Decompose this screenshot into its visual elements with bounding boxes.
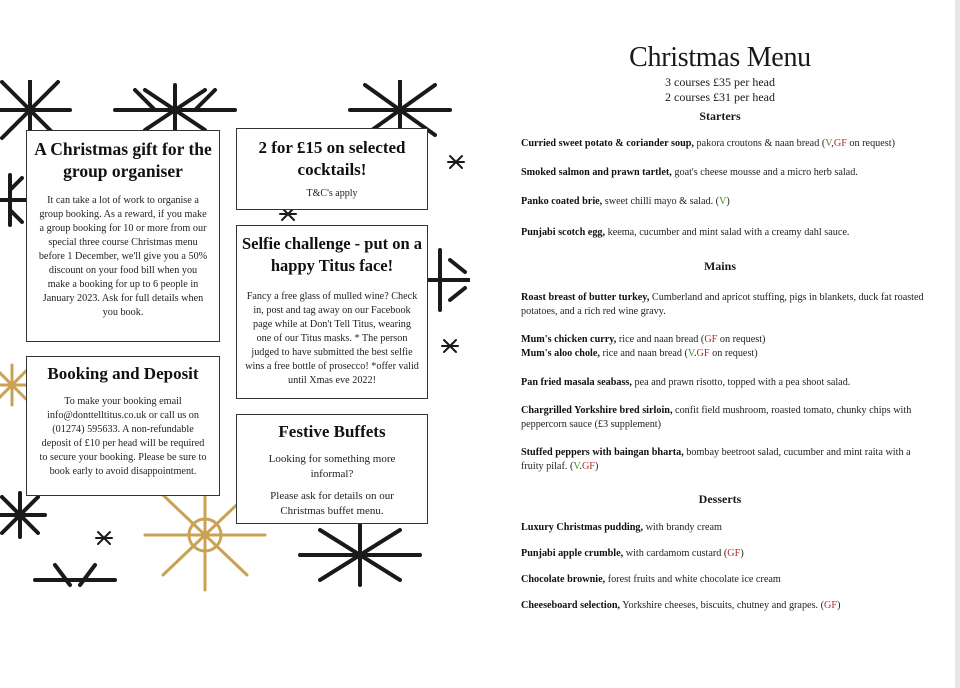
menu-item-description: pakora croutons & naan bread ( [693, 138, 826, 149]
menu-item [521, 137, 931, 151]
menu-item-tail: on request) [709, 348, 758, 359]
price-two-courses: 2 courses £31 per head [665, 90, 775, 104]
menu-item [521, 166, 931, 180]
buffets-title: Festive Buffets [278, 422, 386, 441]
menu-title: Christmas Menu [629, 42, 811, 73]
menu-item-description: confit field mushroom, roasted tomato, chunky chips with peppercorn sauce (£3 supplement) [521, 405, 912, 430]
cocktails-title: 2 for £15 on selected cocktails! [258, 138, 406, 179]
marker-separator: . [693, 348, 697, 359]
cocktails-box [236, 128, 428, 210]
menu-item-name: Smoked salmon and prawn tartlet, [521, 167, 672, 178]
booking-body: To make your booking email info@donttelltitus.co.uk or call us on (01274) 595633. A non-refundable deposit of £10 per head will be required to secure your booking. Please be sure to book early to avoid disappointment. [39, 396, 207, 477]
menu-item [521, 446, 931, 474]
vegetarian-marker: V [719, 196, 727, 207]
selfie-title: Selfie challenge - put on a happy Titus face! [241, 234, 423, 275]
menu-item [521, 333, 931, 347]
menu-item-name: Stuffed peppers with baingan bharta, [521, 447, 684, 458]
menu-item [521, 291, 931, 319]
menu-item-description: rice and naan bread ( [599, 348, 688, 359]
menu-item-description: Cumberland and apricot stuffing, pigs in blankets, duck fat roasted potatoes, and a rich red wine gravy. [521, 292, 924, 317]
gluten-free-marker: GF [704, 334, 718, 345]
menu-item [521, 376, 931, 390]
menu-item-tail: ) [594, 461, 599, 472]
gluten-free-marker: GF [727, 548, 741, 559]
menu-item-name: Pan fried masala seabass, [521, 377, 632, 388]
menu-item [521, 226, 931, 240]
menu-item [521, 599, 931, 613]
selfie-body: Fancy a free glass of mulled wine? Check in, post and tag away on our Facebook page while at Don't Tell Titus, wearing one of our Titus masks. * The person judged to have submitted the best selfie wins a free bottle of prosecco! *offer valid until Xmas eve 2022! [245, 291, 419, 386]
marker-separator: , [831, 138, 834, 149]
menu-item-name: Chargrilled Yorkshire bred sirloin, [521, 405, 673, 416]
vegetarian-marker: V [573, 461, 580, 472]
vegetarian-marker: V [825, 138, 832, 149]
group-gift-body: It can take a lot of work to organise a group booking. As a reward, if you make a group booking for 10 or more from our special three course Christmas menu before 1 December, we'll give you a 50% discount on your food bill when you make a booking for up to 6 people in January 2023. Ask for full details when you book. [38, 195, 208, 318]
starters-heading: Starters [699, 109, 741, 123]
menu-item [521, 573, 931, 587]
menu-item-description: Yorkshire cheeses, biscuits, chutney and grapes. ( [620, 600, 825, 611]
cocktails-note: T&C's apply [306, 188, 358, 199]
menu-item-description: goat's cheese mousse and a micro herb salad. [671, 167, 858, 178]
menu-item [521, 347, 931, 361]
menu-item-name: Panko coated brie, [521, 196, 603, 207]
menu-item-description: with cardamom custard ( [623, 548, 728, 559]
festive-buffets-box [236, 414, 428, 524]
menu-item-description: forest fruits and white chocolate ice cream [605, 574, 781, 585]
menu-item-name: Chocolate brownie, [521, 574, 606, 585]
gluten-free-marker: GF [581, 461, 595, 472]
group-gift-box [26, 130, 220, 342]
menu-item-description: keema, cucumber and mint salad with a creamy dahl sauce. [605, 227, 850, 238]
menu-item-description: bombay beetroot salad, cucumber and mint raita with a fruity pilaf. ( [521, 447, 911, 472]
menu-item-tail: ) [837, 600, 841, 611]
menu-item [521, 195, 931, 209]
booking-title: Booking and Deposit [47, 364, 199, 383]
menu-item-tail: ) [740, 548, 744, 559]
page-edge [955, 0, 960, 688]
menu-item [521, 547, 931, 561]
gluten-free-marker: GF [833, 138, 847, 149]
menu-item-description: rice and naan bread ( [616, 334, 705, 345]
menu-item-tail: ) [726, 196, 730, 207]
menu-item-name: Punjabi apple crumble, [521, 548, 624, 559]
buffets-line-1: Looking for something more informal? [268, 453, 396, 480]
menu-item-tail: on request) [717, 334, 766, 345]
menu-item-name: Cheeseboard selection, [521, 600, 621, 611]
menu-item-description: pea and prawn risotto, topped with a pea shoot salad. [631, 377, 851, 388]
buffets-line-2: Please ask for details on our Christmas buffet menu. [270, 490, 394, 517]
menu-item-name: Roast breast of butter turkey, [521, 292, 650, 303]
gluten-free-marker: GF [696, 348, 710, 359]
menu-item-name: Mum's chicken curry, [521, 334, 617, 345]
mains-heading: Mains [703, 259, 736, 273]
menu-item-name: Mum's aloo chole, [521, 348, 600, 359]
menu-item-name: Curried sweet potato & coriander soup, [521, 138, 694, 149]
menu-item-description: with brandy cream [643, 522, 722, 533]
menu-item-name: Punjabi scotch egg, [521, 227, 606, 238]
price-three-courses: 3 courses £35 per head [665, 75, 775, 89]
menu-item [521, 521, 931, 535]
booking-deposit-box [26, 356, 220, 496]
gluten-free-marker: GF [824, 600, 838, 611]
menu-item-tail: on request) [846, 138, 895, 149]
group-gift-title: A Christmas gift for the group organiser [34, 139, 212, 181]
menu-item [521, 404, 931, 432]
selfie-challenge-box [236, 225, 428, 399]
vegetarian-marker: V [687, 348, 694, 359]
marker-separator: . [579, 461, 582, 472]
desserts-heading: Desserts [698, 492, 742, 506]
menu-item-name: Luxury Christmas pudding, [521, 522, 644, 533]
menu-item-description: sweet chilli mayo & salad. ( [602, 196, 720, 207]
